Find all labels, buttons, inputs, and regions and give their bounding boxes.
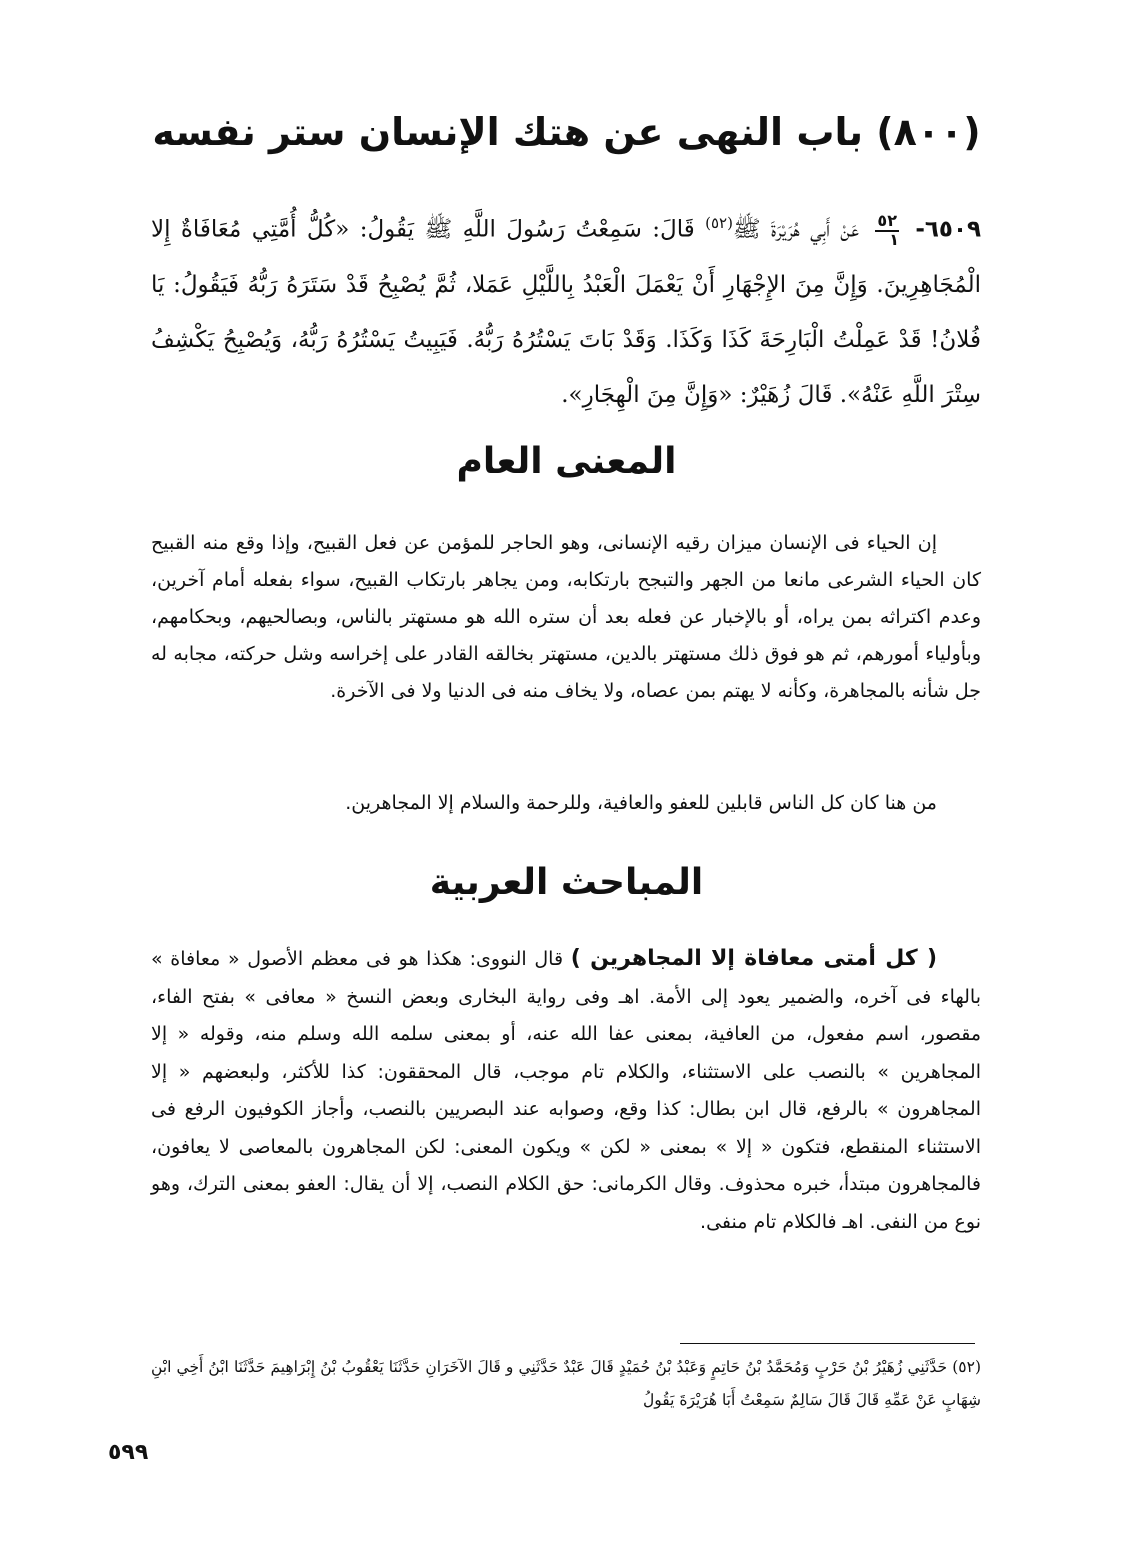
hadith-index-bottom: ١ — [889, 230, 899, 250]
footnote-reference[interactable]: (٥٢) — [705, 214, 733, 232]
hadith-body: قَالَ: سَمِعْتُ رَسُولَ اللَّهِ ﷺ يَقُولُ: «كُلُّ أُمَّتِي مُعَافَاةٌ إِلا الْمُجَاهِرِينَ. وَإِنَّ مِنَ الإِجْهَارِ أَنْ يَعْمَلَ الْعَبْدُ بِاللَّيْلِ عَمَلا، ثُمَّ يُصْبِحُ قَدْ سَتَرَهُ رَبُّهُ فَيَقُولُ: يَا فُلانُ! قَدْ عَمِلْتُ الْبَارِحَةَ كَذَا وَكَذَا. وَقَدْ بَاتَ يَسْتُرُهُ رَبُّهُ. فَيَبِيتُ يَسْتُرُهُ رَبُّهُ، وَيُصْبِحُ يَكْشِفُ سِتْرَ اللَّهِ عَنْهُ». قَالَ زُهَيْرٌ: «وَإِنَّ مِنَ الْهِجَارِ». — [151, 216, 981, 408]
hadith-index-top: ٥٢ — [877, 211, 897, 231]
general-meaning-heading: المعنى العام — [456, 441, 677, 482]
footnote-divider — [680, 1343, 975, 1344]
hadith-text — [151, 196, 981, 423]
page-number: ٥٩٩ — [108, 1440, 149, 1465]
general-meaning-conclusion: من هنا كان كل الناس قابلين للعفو والعافية، وللرحمة والسلام إلا المجاهرين. — [345, 792, 937, 814]
hadith-narrator: عَنْ أَبِي هُرَيْرَةَ ﷺ — [732, 216, 860, 243]
arabic-studies-lead-phrase: ( كل أمتى معافاة إلا المجاهرين ) — [570, 946, 937, 971]
footnote-text: (٥٢) حَدَّثَنِي زُهَيْرُ بْنُ حَرْبٍ وَمُحَمَّدُ بْنُ حَاتِمٍ وَعَبْدُ بْنُ حُمَيْدٍ قَالَ عَبْدٌ حَدَّثَنِي و قَالَ الآخَرَانِ حَدَّثَنَا يَعْقُوبُ بْنُ إِبْرَاهِيمَ حَدَّثَنَا ابْنُ أَخِي ابْنِ شِهَابٍ عَنْ عَمِّهِ قَالَ قَالَ سَالِمٌ سَمِعْتُ أَبَا هُرَيْرَةَ يَقُولُ — [151, 1358, 981, 1409]
hadith-number: ٦٥٠٩- — [915, 216, 982, 243]
arabic-studies-paragraph — [151, 940, 981, 1241]
general-meaning-paragraph: إن الحياء فى الإنسان ميزان رقيه الإنسانى، وهو الحاجر للمؤمن عن فعل القبيح، وإذا وقع منه القبيح كان الحياء الشرعى مانعا من الجهر والتبجح بارتكابه، ومن يجاهر بارتكاب القبيح، سواء بفعله أمام آخرين، وعدم اكتراثه بمن يراه، أو بالإخبار عن فعله بعد أن ستره الله هو مستهتر بالناس، وبصالحيهم، وبحكامهم، وبأولياء أمورهم، ثم هو فوق ذلك مستهتر بالدين، مستهتر بخالقه القادر على إخراسه وشل حركته، مجابه له جل شأنه بالمجاهرة، وكأنه لا يهتم بمن عصاه، ولا يخاف منه فى الدنيا ولا فى الآخرة. — [151, 532, 981, 702]
chapter-title: (٨٠٠) باب النهى عن هتك الإنسان ستر نفسه — [152, 110, 981, 154]
hadith-index-fraction — [875, 213, 899, 248]
arabic-studies-heading: المباحث العربية — [429, 862, 704, 903]
arabic-studies-commentary: قال النووى: هكذا هو فى معظم الأصول « معافاة » بالهاء فى آخره، والضمير يعود إلى الأمة. اهـ وفى رواية البخارى وبعض النسخ « معافى » بفتح الفاء، مقصور، اسم مفعول، من العافية، بمعنى عفا الله عنه، أو بمعنى سلمه الله وسلم منه، وقوله « إلا المجاهرين » بالنصب على الاستثناء، والكلام تام موجب، قال المحققون: كذا للأكثر، ولبعضهم « إلا المجاهرون » بالرفع، قال ابن بطال: كذا وقع، وصوابه عند البصريين بالنصب، وأجاز الكوفيون الرفع فى الاستثناء المنقطع، فتكون « إلا » بمعنى « لكن » ويكون المعنى: لكن المجاهرون بالمعاصى لا يعافون، فالمجاهرون مبتدأ، خبره محذوف. وقال الكرمانى: حق الكلام النصب، إلا أن يقال: العفو بمعنى الترك، وهو نوع من النفى. اهـ فالكلام تام منفى. — [151, 948, 981, 1233]
